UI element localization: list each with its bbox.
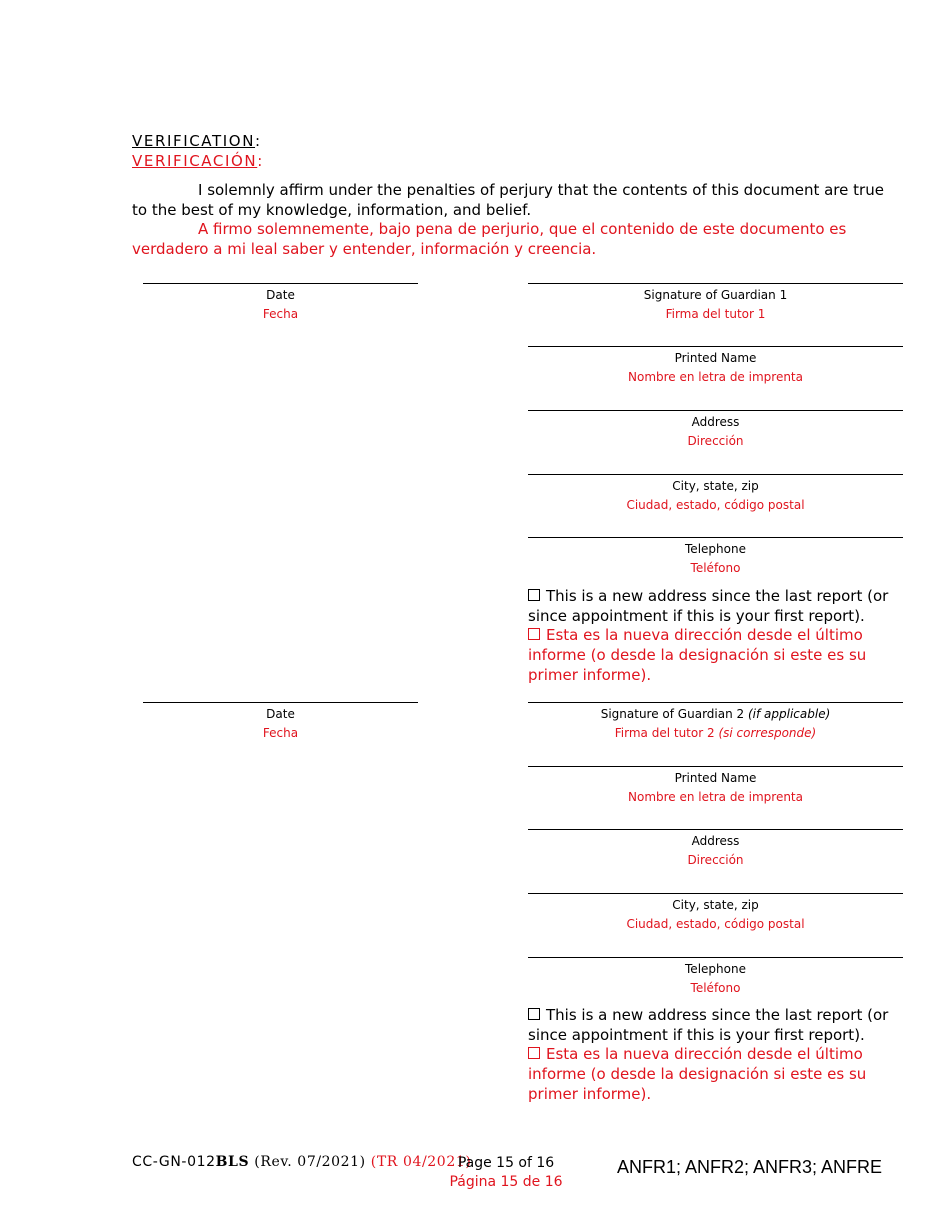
city-label-es: Ciudad, estado, código postal [626, 498, 805, 512]
telephone-line-1[interactable] [528, 537, 903, 538]
date-line-1[interactable] [143, 283, 418, 284]
telephone-label-en: Telephone [685, 962, 746, 976]
new-address-label-en: This is a new address since the last report (or since appointment if this is your first report). [528, 1006, 889, 1044]
checkbox-icon[interactable] [528, 628, 540, 640]
checkbox-icon[interactable] [528, 589, 540, 601]
page-number-es: Página 15 de 16 [449, 1174, 563, 1190]
signature-label-2 [528, 705, 903, 743]
address-line-1[interactable] [528, 410, 903, 411]
city-label-1 [528, 477, 903, 515]
date-label-en: Date [266, 288, 295, 302]
telephone-label-1 [528, 540, 903, 578]
signature-label-es: Firma del tutor 1 [665, 307, 766, 321]
affirmation-en: I solemnly affirm under the penalties of perjury that the contents of this document are true to the best of my knowledge, information, and belief. [132, 181, 884, 219]
address-label-es: Dirección [687, 434, 744, 448]
form-codes: ANFR1; ANFR2; ANFR3; ANFRE [617, 1157, 883, 1177]
new-address-label-es: Esta es la nueva dirección desde el último informe (o desde la designación si este es su primer informe). [528, 1045, 867, 1103]
address-label-en: Address [691, 834, 740, 848]
address-label-en: Address [691, 415, 740, 429]
printed-name-line-2[interactable] [528, 766, 903, 767]
telephone-label-en: Telephone [685, 542, 746, 556]
form-code-text: CC-GN-012 [132, 1154, 216, 1170]
printed-name-label-1 [528, 349, 903, 387]
date-label-es: Fecha [262, 726, 299, 740]
signature-label-es [528, 724, 903, 743]
printed-name-label-en: Printed Name [674, 351, 757, 365]
address-label-es: Dirección [687, 853, 744, 867]
printed-name-label-es: Nombre en letra de imprenta [628, 790, 803, 804]
new-address-checkbox-es-2[interactable] [528, 1044, 903, 1104]
heading-colon-es: : [257, 152, 264, 170]
date-label-es: Fecha [262, 307, 299, 321]
date-line-2[interactable] [143, 702, 418, 703]
heading-colon: : [255, 132, 262, 150]
signature-line-1[interactable] [528, 283, 903, 284]
address-line-2[interactable] [528, 829, 903, 830]
page-number-en: Page 15 of 16 [457, 1155, 555, 1171]
signature-note-es: (si corresponde) [718, 726, 817, 740]
form-revision: (Rev. 07/2021) [249, 1154, 371, 1170]
signature-note-en: (if applicable) [747, 707, 831, 721]
checkbox-icon[interactable] [528, 1008, 540, 1020]
city-line-2[interactable] [528, 893, 903, 894]
new-address-checkbox-es-1[interactable] [528, 625, 903, 685]
printed-name-label-es: Nombre en letra de imprenta [628, 370, 803, 384]
city-line-1[interactable] [528, 474, 903, 475]
form-code [132, 1154, 471, 1170]
printed-name-label-2 [528, 769, 903, 807]
telephone-line-2[interactable] [528, 957, 903, 958]
city-label-es: Ciudad, estado, código postal [626, 917, 805, 931]
signature-label-en-text: Signature of Guardian 2 [600, 707, 745, 721]
printed-name-line-1[interactable] [528, 346, 903, 347]
signature-label-en [528, 705, 903, 724]
date-label-1 [143, 286, 418, 324]
form-code-suffix: BLS [215, 1154, 250, 1170]
signature-label-en: Signature of Guardian 1 [643, 288, 788, 302]
verification-heading-en: VERIFICATION [132, 132, 256, 150]
address-label-1 [528, 413, 903, 451]
new-address-checkbox-1[interactable] [528, 586, 903, 626]
new-address-label-es: Esta es la nueva dirección desde el último informe (o desde la designación si este es su primer informe). [528, 626, 867, 684]
signature-label-1 [528, 286, 903, 324]
page-number [436, 1154, 576, 1192]
telephone-label-es: Teléfono [690, 981, 741, 995]
affirmation-es: A firmo solemnemente, bajo pena de perjurio, que el contenido de este documento es verdadero a mi leal saber y entender, información y creencia. [132, 220, 847, 258]
city-label-2 [528, 896, 903, 934]
new-address-checkbox-2[interactable] [528, 1005, 903, 1045]
telephone-label-es: Teléfono [690, 561, 741, 575]
verification-heading-es-text: VERIFICACIÓN [132, 152, 258, 170]
printed-name-label-en: Printed Name [674, 771, 757, 785]
signature-label-es-text: Firma del tutor 2 [614, 726, 715, 740]
address-label-2 [528, 832, 903, 870]
signature-line-2[interactable] [528, 702, 903, 703]
date-label-2 [143, 705, 418, 743]
city-label-en: City, state, zip [672, 898, 759, 912]
new-address-label-en: This is a new address since the last report (or since appointment if this is your first report). [528, 587, 889, 625]
verification-heading [132, 131, 262, 151]
city-label-en: City, state, zip [672, 479, 759, 493]
telephone-label-2 [528, 960, 903, 998]
date-label-en: Date [266, 707, 295, 721]
verification-heading-es [132, 151, 264, 171]
checkbox-icon[interactable] [528, 1047, 540, 1059]
translation-revision: (TR 04/2021) [370, 1154, 472, 1170]
